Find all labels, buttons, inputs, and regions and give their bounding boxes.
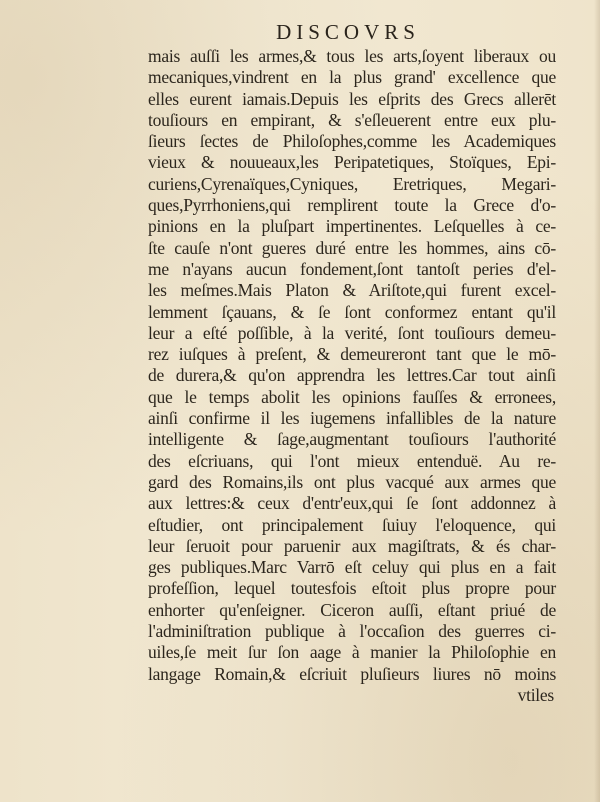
text-line: me n'ayans aucun fondement,ſont tantoſt peries d'el-	[148, 258, 556, 279]
text-line: curiens,Cyrenaïques,Cyniques, Eretriques, Megari-	[148, 173, 556, 194]
text-line: elles eurent iamais.Depuis les eſprits des Grecs allerēt	[148, 88, 556, 109]
text-line: langage Romain,& eſcriuit pluſieurs liures nō moins	[148, 663, 556, 684]
text-line: des eſcriuans, qui l'ont mieux entenduë. Au re-	[148, 450, 556, 471]
text-line: pinions en la pluſpart impertinentes. Leſquelles à ce-	[148, 216, 556, 237]
text-line: touſiours en empirant, & s'eſleuerent entre eux plu-	[148, 109, 556, 130]
text-line: aux lettres:& ceux d'entr'eux,qui ſe ſont addonnez à	[148, 493, 556, 514]
text-line: l'adminiſtration publique à l'occaſion des guerres ci-	[148, 621, 556, 642]
text-line: profeſſion, lequel toutesfois eſtoit plus propre pour	[148, 578, 556, 599]
catchword: vtiles	[517, 684, 554, 705]
text-line: ges publiques.Marc Varrō eſt celuy qui plus en a fait	[148, 557, 556, 578]
text-line: intelligente & ſage,augmentant touſiours l'authorité	[148, 429, 556, 450]
text-line: eſtudier, ont principalement ſuiuy l'eloquence, qui	[148, 514, 556, 535]
text-line: les meſmes.Mais Platon & Ariſtote,qui furent excel-	[148, 280, 556, 301]
text-line: uiles,ſe meit ſur ſon aage à manier la Philoſophie en	[148, 642, 556, 663]
text-line: mecaniques,vindrent en la plus grand' excellence que	[148, 67, 556, 88]
text-line: rez iuſques à preſent, & demeureront tant que le mō-	[148, 344, 556, 365]
text-line: enhorter qu'enſeigner. Ciceron auſſi, eſtant priué de	[148, 599, 556, 620]
text-line: leur a eſté poſſible, à la verité, ſont touſiours demeu-	[148, 322, 556, 343]
text-line: gard des Romains,ils ont plus vacqué aux armes que	[148, 471, 556, 492]
text-line: leur ſeruoit pour paruenir aux magiſtrats, & és char-	[148, 535, 556, 556]
text-line: mais auſſi les armes,& tous les arts,ſoyent liberaux ou	[148, 46, 556, 66]
text-line: que le temps abolit les opinions fauſſes & erronees,	[148, 386, 556, 407]
running-head: DISCOVRS	[276, 20, 420, 44]
text-line: de durera,& qu'on apprendra les lettres.Car tout ainſi	[148, 365, 556, 386]
text-line: ques,Pyrrhoniens,qui remplirent toute la Grece d'o-	[148, 195, 556, 216]
text-line: vieux & nouueaux,les Peripatetiques, Stoïques, Epi-	[148, 152, 556, 173]
text-line: lemment ſçauans, & ſe ſont conformez entant qu'il	[148, 301, 556, 322]
text-line: ſte cauſe n'ont gueres duré entre les hommes, ains cō-	[148, 237, 556, 258]
text-line: ſieurs ſectes de Philoſophes,comme les Academiques	[148, 131, 556, 152]
body-text	[148, 46, 556, 706]
text-line: ainſi confirme il les iugemens infallibles de la nature	[148, 408, 556, 429]
